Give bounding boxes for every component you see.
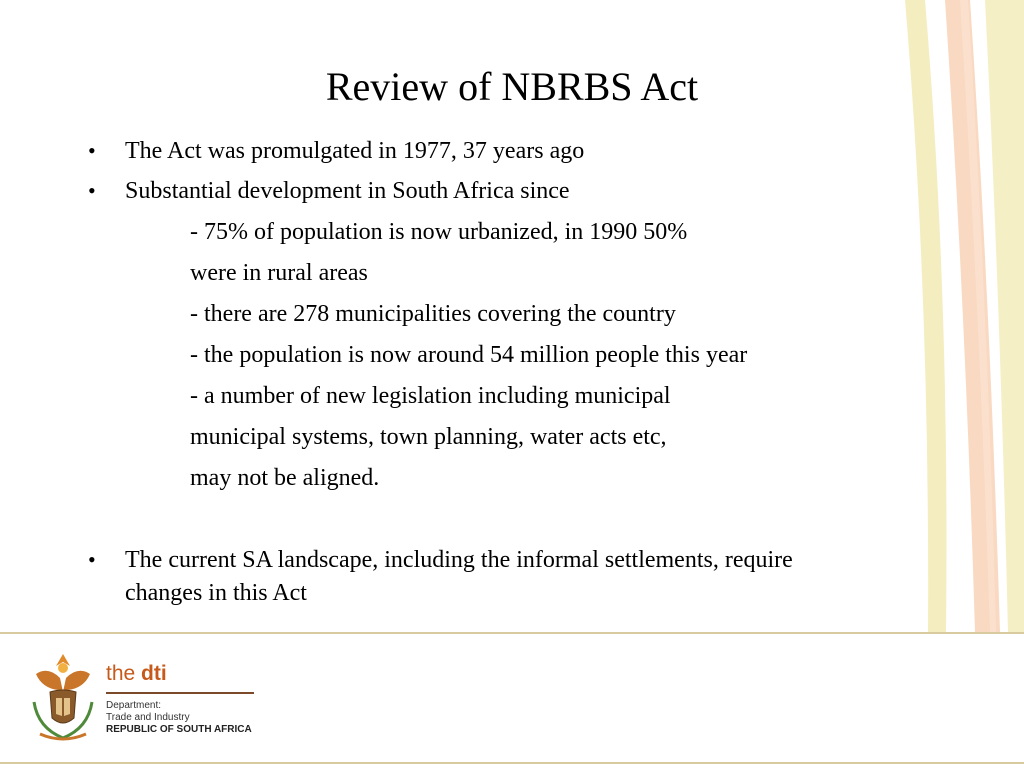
sub-line-6: municipal systems, town planning, water acts etc, [190,424,667,450]
dti-logo [106,662,167,686]
bullet-item-2: Substantial development in South Africa since [125,178,570,204]
bullet-item-3: The current SA landscape, including the informal settlements, require [125,547,793,573]
sub-line-1: - 75% of population is now urbanized, in 1990 50% [190,219,688,245]
bullet-item-1: The Act was promulgated in 1977, 37 years ago [125,138,585,164]
dept-name: Trade and Industry [106,712,190,723]
dept-label: Department: [106,700,162,711]
dti-logo-name: dti [141,662,167,685]
country-name: REPUBLIC OF SOUTH AFRICA [106,724,252,735]
bottom-rule [0,762,1024,764]
sub-line-2: were in rural areas [190,260,368,286]
bullet-marker: • [88,547,96,572]
coat-of-arms-icon [28,652,98,744]
slide-title: Review of NBRBS Act [325,64,699,109]
sub-line-5: - a number of new legislation including municipal [190,383,671,409]
sub-line-7: may not be aligned. [190,465,380,491]
sub-line-4: - the population is now around 54 million people this year [190,342,748,368]
dti-logo-prefix: the [106,662,142,685]
sub-line-3: - there are 278 municipalities covering the country [190,301,676,327]
dti-logo-rule [106,692,254,694]
bullet-item-3-continued: changes in this Act [125,580,307,606]
footer-divider [0,632,1024,634]
bullet-marker: • [88,138,96,163]
bullet-marker: • [88,178,96,203]
